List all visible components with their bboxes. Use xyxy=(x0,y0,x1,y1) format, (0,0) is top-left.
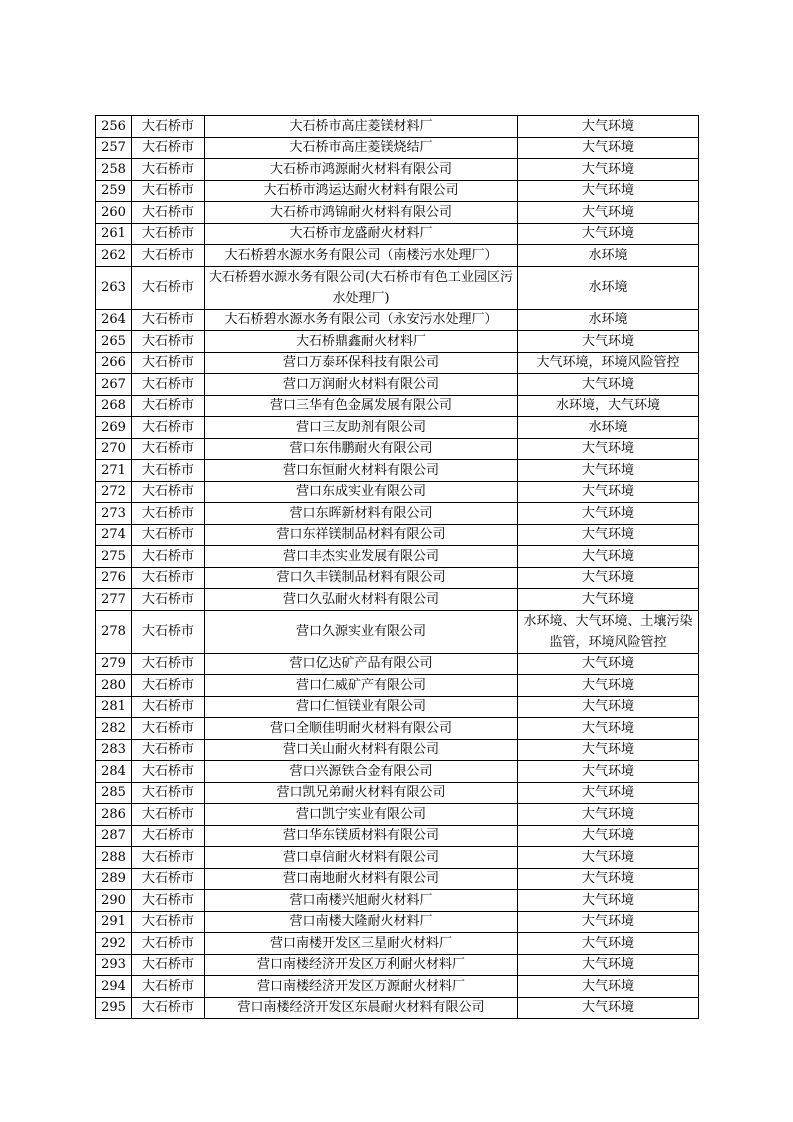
company-name-cell: 营口久弘耐火材料有限公司 xyxy=(205,589,518,611)
company-name-cell: 大石桥市高庄菱镁材料厂 xyxy=(205,116,518,138)
category-cell: 大气环境 xyxy=(518,460,699,482)
category-cell: 大气环境 xyxy=(518,524,699,546)
row-number-cell: 272 xyxy=(96,481,132,503)
table-row xyxy=(96,825,699,847)
row-number-cell: 259 xyxy=(96,180,132,202)
row-number-cell: 264 xyxy=(96,309,132,331)
company-name-cell: 营口兴源铁合金有限公司 xyxy=(205,761,518,783)
row-number-cell: 281 xyxy=(96,696,132,718)
row-number-cell: 273 xyxy=(96,503,132,525)
category-cell: 大气环境 xyxy=(518,804,699,826)
company-name-cell: 大石桥鼎鑫耐火材料厂 xyxy=(205,331,518,353)
row-number-cell: 257 xyxy=(96,137,132,159)
row-number-cell: 293 xyxy=(96,954,132,976)
row-number-cell: 268 xyxy=(96,395,132,417)
category-cell: 大气环境 xyxy=(518,976,699,998)
category-cell: 水环境、大气环境、土壤污染监管，环境风险管控 xyxy=(518,610,699,653)
table-row xyxy=(96,696,699,718)
table-row xyxy=(96,718,699,740)
category-cell: 大气环境 xyxy=(518,223,699,245)
city-cell: 大石桥市 xyxy=(132,524,205,546)
city-cell: 大石桥市 xyxy=(132,352,205,374)
category-cell: 大气环境 xyxy=(518,868,699,890)
company-name-cell: 营口东恒耐火材料有限公司 xyxy=(205,460,518,482)
category-cell: 大气环境 xyxy=(518,739,699,761)
city-cell: 大石桥市 xyxy=(132,933,205,955)
row-number-cell: 288 xyxy=(96,847,132,869)
company-name-cell: 营口久丰镁制品材料有限公司 xyxy=(205,567,518,589)
row-number-cell: 280 xyxy=(96,675,132,697)
table-row xyxy=(96,782,699,804)
table-row xyxy=(96,761,699,783)
category-cell: 大气环境 xyxy=(518,761,699,783)
category-cell: 大气环境 xyxy=(518,782,699,804)
city-cell: 大石桥市 xyxy=(132,546,205,568)
company-name-cell: 大石桥市鸿源耐火材料有限公司 xyxy=(205,159,518,181)
table-row xyxy=(96,159,699,181)
city-cell: 大石桥市 xyxy=(132,782,205,804)
company-name-cell: 大石桥市鸿运达耐火材料有限公司 xyxy=(205,180,518,202)
row-number-cell: 291 xyxy=(96,911,132,933)
category-cell: 大气环境 xyxy=(518,137,699,159)
table-row xyxy=(96,180,699,202)
company-name-cell: 营口华东镁质材料有限公司 xyxy=(205,825,518,847)
city-cell: 大石桥市 xyxy=(132,675,205,697)
category-cell: 大气环境 xyxy=(518,997,699,1019)
company-name-cell: 营口凯兄弟耐火材料有限公司 xyxy=(205,782,518,804)
row-number-cell: 290 xyxy=(96,890,132,912)
city-cell: 大石桥市 xyxy=(132,223,205,245)
city-cell: 大石桥市 xyxy=(132,245,205,267)
company-name-cell: 营口南楼经济开发区东晨耐火材料有限公司 xyxy=(205,997,518,1019)
city-cell: 大石桥市 xyxy=(132,438,205,460)
category-cell: 大气环境 xyxy=(518,374,699,396)
row-number-cell: 292 xyxy=(96,933,132,955)
table-row xyxy=(96,460,699,482)
city-cell: 大石桥市 xyxy=(132,159,205,181)
enterprise-table xyxy=(95,115,699,1019)
category-cell: 大气环境 xyxy=(518,890,699,912)
company-name-cell: 营口三华有色金属发展有限公司 xyxy=(205,395,518,417)
enterprise-table-body xyxy=(96,116,699,1019)
category-cell: 大气环境，环境风险管控 xyxy=(518,352,699,374)
row-number-cell: 258 xyxy=(96,159,132,181)
table-row xyxy=(96,137,699,159)
table-row xyxy=(96,653,699,675)
row-number-cell: 269 xyxy=(96,417,132,439)
row-number-cell: 283 xyxy=(96,739,132,761)
city-cell: 大石桥市 xyxy=(132,567,205,589)
category-cell: 大气环境 xyxy=(518,546,699,568)
company-name-cell: 大石桥碧水源水务有限公司（永安污水处理厂） xyxy=(205,309,518,331)
company-name-cell: 营口全顺佳明耐火材料有限公司 xyxy=(205,718,518,740)
table-row xyxy=(96,352,699,374)
city-cell: 大石桥市 xyxy=(132,395,205,417)
city-cell: 大石桥市 xyxy=(132,610,205,653)
row-number-cell: 287 xyxy=(96,825,132,847)
company-name-cell: 营口南楼大隆耐火材料厂 xyxy=(205,911,518,933)
row-number-cell: 277 xyxy=(96,589,132,611)
table-row xyxy=(96,245,699,267)
category-cell: 大气环境 xyxy=(518,954,699,976)
row-number-cell: 271 xyxy=(96,460,132,482)
city-cell: 大石桥市 xyxy=(132,460,205,482)
row-number-cell: 289 xyxy=(96,868,132,890)
company-name-cell: 营口南地耐火材料有限公司 xyxy=(205,868,518,890)
category-cell: 大气环境 xyxy=(518,116,699,138)
category-cell: 大气环境 xyxy=(518,503,699,525)
city-cell: 大石桥市 xyxy=(132,503,205,525)
table-row xyxy=(96,954,699,976)
company-name-cell: 营口东成实业有限公司 xyxy=(205,481,518,503)
row-number-cell: 274 xyxy=(96,524,132,546)
row-number-cell: 286 xyxy=(96,804,132,826)
table-row xyxy=(96,309,699,331)
company-name-cell: 营口仁威矿产有限公司 xyxy=(205,675,518,697)
row-number-cell: 294 xyxy=(96,976,132,998)
company-name-cell: 营口南楼开发区三星耐火材料厂 xyxy=(205,933,518,955)
category-cell: 大气环境 xyxy=(518,159,699,181)
table-row xyxy=(96,417,699,439)
table-row xyxy=(96,374,699,396)
company-name-cell: 营口万润耐火材料有限公司 xyxy=(205,374,518,396)
city-cell: 大石桥市 xyxy=(132,481,205,503)
row-number-cell: 279 xyxy=(96,653,132,675)
city-cell: 大石桥市 xyxy=(132,954,205,976)
table-row xyxy=(96,524,699,546)
table-row xyxy=(96,890,699,912)
table-row xyxy=(96,438,699,460)
company-name-cell: 大石桥市龙盛耐火材料厂 xyxy=(205,223,518,245)
table-row xyxy=(96,911,699,933)
company-name-cell: 大石桥碧水源水务有限公司(大石桥市有色工业园区污水处理厂) xyxy=(205,266,518,309)
table-row xyxy=(96,976,699,998)
city-cell: 大石桥市 xyxy=(132,804,205,826)
row-number-cell: 275 xyxy=(96,546,132,568)
company-name-cell: 营口东伟鹏耐火有限公司 xyxy=(205,438,518,460)
row-number-cell: 266 xyxy=(96,352,132,374)
company-name-cell: 大石桥市高庄菱镁烧结厂 xyxy=(205,137,518,159)
city-cell: 大石桥市 xyxy=(132,976,205,998)
category-cell: 大气环境 xyxy=(518,718,699,740)
city-cell: 大石桥市 xyxy=(132,137,205,159)
category-cell: 大气环境 xyxy=(518,567,699,589)
category-cell: 水环境 xyxy=(518,266,699,309)
table-row xyxy=(96,675,699,697)
category-cell: 大气环境 xyxy=(518,696,699,718)
city-cell: 大石桥市 xyxy=(132,825,205,847)
table-row xyxy=(96,481,699,503)
company-name-cell: 营口三友助剂有限公司 xyxy=(205,417,518,439)
row-number-cell: 285 xyxy=(96,782,132,804)
company-name-cell: 营口丰杰实业发展有限公司 xyxy=(205,546,518,568)
city-cell: 大石桥市 xyxy=(132,180,205,202)
table-row xyxy=(96,503,699,525)
table-row xyxy=(96,202,699,224)
city-cell: 大石桥市 xyxy=(132,589,205,611)
company-name-cell: 营口久源实业有限公司 xyxy=(205,610,518,653)
company-name-cell: 营口南楼经济开发区万源耐火材料厂 xyxy=(205,976,518,998)
row-number-cell: 276 xyxy=(96,567,132,589)
row-number-cell: 265 xyxy=(96,331,132,353)
city-cell: 大石桥市 xyxy=(132,331,205,353)
row-number-cell: 270 xyxy=(96,438,132,460)
category-cell: 大气环境 xyxy=(518,847,699,869)
row-number-cell: 295 xyxy=(96,997,132,1019)
category-cell: 水环境 xyxy=(518,417,699,439)
category-cell: 大气环境 xyxy=(518,202,699,224)
category-cell: 大气环境 xyxy=(518,180,699,202)
company-name-cell: 营口凯宁实业有限公司 xyxy=(205,804,518,826)
company-name-cell: 大石桥碧水源水务有限公司（南楼污水处理厂） xyxy=(205,245,518,267)
company-name-cell: 营口关山耐火材料有限公司 xyxy=(205,739,518,761)
category-cell: 水环境，大气环境 xyxy=(518,395,699,417)
city-cell: 大石桥市 xyxy=(132,116,205,138)
city-cell: 大石桥市 xyxy=(132,997,205,1019)
row-number-cell: 278 xyxy=(96,610,132,653)
table-row xyxy=(96,223,699,245)
table-row xyxy=(96,804,699,826)
row-number-cell: 256 xyxy=(96,116,132,138)
row-number-cell: 260 xyxy=(96,202,132,224)
table-row xyxy=(96,395,699,417)
category-cell: 大气环境 xyxy=(518,653,699,675)
city-cell: 大石桥市 xyxy=(132,696,205,718)
table-row xyxy=(96,610,699,653)
company-name-cell: 营口仁恒镁业有限公司 xyxy=(205,696,518,718)
table-row xyxy=(96,546,699,568)
row-number-cell: 263 xyxy=(96,266,132,309)
category-cell: 水环境 xyxy=(518,309,699,331)
row-number-cell: 284 xyxy=(96,761,132,783)
table-row xyxy=(96,589,699,611)
category-cell: 大气环境 xyxy=(518,331,699,353)
table-row xyxy=(96,567,699,589)
company-name-cell: 营口南楼经济开发区万利耐火材料厂 xyxy=(205,954,518,976)
company-name-cell: 营口东祥镁制品材料有限公司 xyxy=(205,524,518,546)
row-number-cell: 261 xyxy=(96,223,132,245)
company-name-cell: 营口卓信耐火材料有限公司 xyxy=(205,847,518,869)
city-cell: 大石桥市 xyxy=(132,868,205,890)
city-cell: 大石桥市 xyxy=(132,718,205,740)
company-name-cell: 营口万泰环保科技有限公司 xyxy=(205,352,518,374)
city-cell: 大石桥市 xyxy=(132,202,205,224)
company-name-cell: 大石桥市鸿锦耐火材料有限公司 xyxy=(205,202,518,224)
city-cell: 大石桥市 xyxy=(132,739,205,761)
row-number-cell: 267 xyxy=(96,374,132,396)
city-cell: 大石桥市 xyxy=(132,911,205,933)
table-row xyxy=(96,266,699,309)
city-cell: 大石桥市 xyxy=(132,890,205,912)
table-row xyxy=(96,933,699,955)
city-cell: 大石桥市 xyxy=(132,653,205,675)
category-cell: 大气环境 xyxy=(518,911,699,933)
table-row xyxy=(96,997,699,1019)
category-cell: 水环境 xyxy=(518,245,699,267)
row-number-cell: 282 xyxy=(96,718,132,740)
category-cell: 大气环境 xyxy=(518,933,699,955)
category-cell: 大气环境 xyxy=(518,589,699,611)
table-row xyxy=(96,868,699,890)
company-name-cell: 营口东晖新材料有限公司 xyxy=(205,503,518,525)
city-cell: 大石桥市 xyxy=(132,266,205,309)
category-cell: 大气环境 xyxy=(518,675,699,697)
company-name-cell: 营口南楼兴旭耐火材料厂 xyxy=(205,890,518,912)
city-cell: 大石桥市 xyxy=(132,761,205,783)
city-cell: 大石桥市 xyxy=(132,374,205,396)
city-cell: 大石桥市 xyxy=(132,309,205,331)
city-cell: 大石桥市 xyxy=(132,847,205,869)
company-name-cell: 营口亿达矿产品有限公司 xyxy=(205,653,518,675)
category-cell: 大气环境 xyxy=(518,438,699,460)
category-cell: 大气环境 xyxy=(518,481,699,503)
table-row xyxy=(96,739,699,761)
table-row xyxy=(96,331,699,353)
row-number-cell: 262 xyxy=(96,245,132,267)
table-row xyxy=(96,116,699,138)
category-cell: 大气环境 xyxy=(518,825,699,847)
city-cell: 大石桥市 xyxy=(132,417,205,439)
table-row xyxy=(96,847,699,869)
